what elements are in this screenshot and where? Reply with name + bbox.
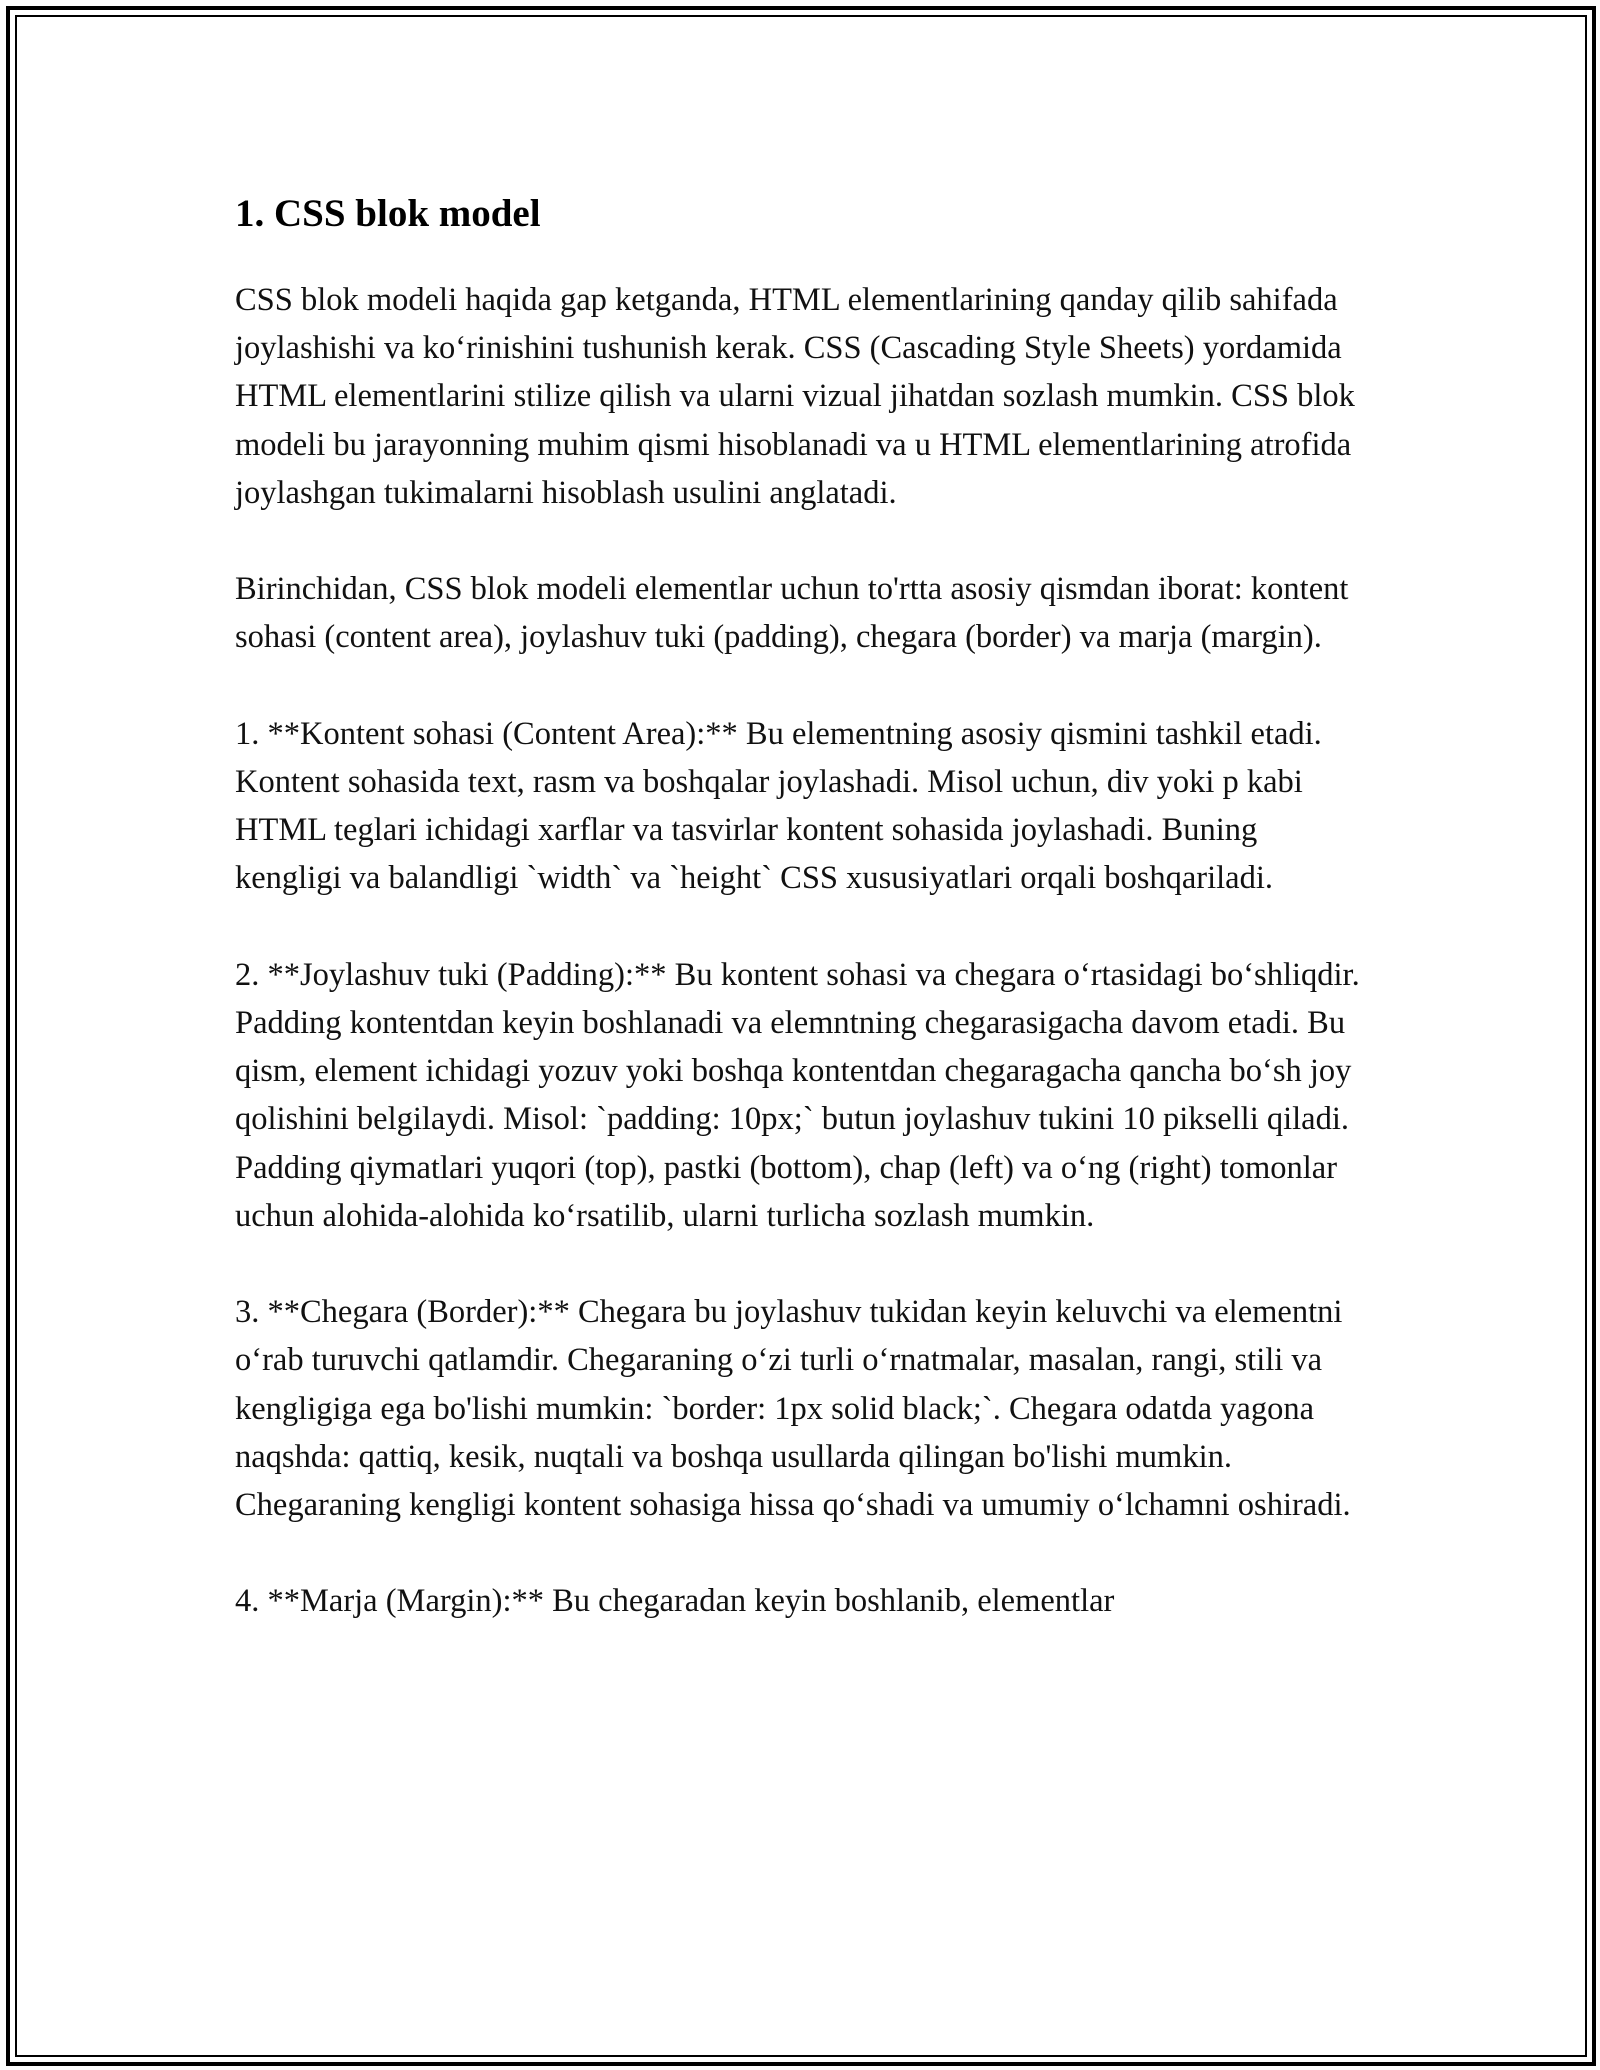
section-heading: 1. CSS blok model <box>235 192 541 235</box>
body-text: CSS blok modeli haqida gap ketganda, HTML elementlarining qanday qilib sahifada joylashishi va koʻrinishini tushunish kerak. CSS (Cascading Style Sheets) yordamida HTML elementlarini stilize qilish va ularni vizual jihatdan sozlash mumkin. CSS blok modeli bu jarayonning muhim qismi hisoblanadi va u HTML elementlarining atrofida joylashgan tukimalarni hisoblash usulini anglatadi. Birinchidan, CSS blok modeli elementlar uchun to'rtta asosiy qismdan iborat: kontent sohasi (content area), joylashuv tuki (padding), chegara (border) va marja (margin). 1. **Kontent sohasi (Content Area):** Bu elementning asosiy qismini tashkil etadi. Kontent sohasida text, rasm va boshqalar joylashadi. Misol uchun, div yoki p kabi HTML teglari ichidagi xarflar va tasvirlar kontent sohasida joylashadi. Buning kengligi va balandligi `width` va `height` CSS xususiyatlari orqali boshqariladi. 2. **Joylashuv tuki (Padding):** Bu kontent sohasi va chegara oʻrtasidagi boʻshliqdir. Padding kontentdan keyin boshlanadi va elemntning chegarasigacha davom etadi. Bu qism, element ichidagi yozuv yoki boshqa kontentdan chegaragacha qancha boʻsh joy qolishini belgilaydi. Misol: `padding: 10px;` butun joylashuv tukini 10 pikselli qiladi. Padding qiymatlari yuqori (top), pastki (bottom), chap (left) va oʻng (right) tomonlar uchun alohida-alohida koʻrsatilib, ularni turlicha sozlash mumkin. 3. **Chegara (Border):** Chegara bu joylashuv tukidan keyin keluvchi va elementni oʻrab turuvchi qatlamdir. Chegaraning oʻzi turli oʻrnatmalar, masalan, rangi, stili va kengligiga ega bo'lishi mumkin: `border: 1px solid black;`. Chegara odatda yagona naqshda: qattiq, kesik, nuqtali va boshqa usullarda qilingan bo'lishi mumkin. Chegaraning kengligi kontent sohasiga hissa qoʻshadi va umumiy oʻlchamni oshiradi. 4. **Marja (Margin):** Bu chegaradan keyin boshlanib, elementlar <box>235 282 1360 1620</box>
document-content <box>235 184 1365 1626</box>
